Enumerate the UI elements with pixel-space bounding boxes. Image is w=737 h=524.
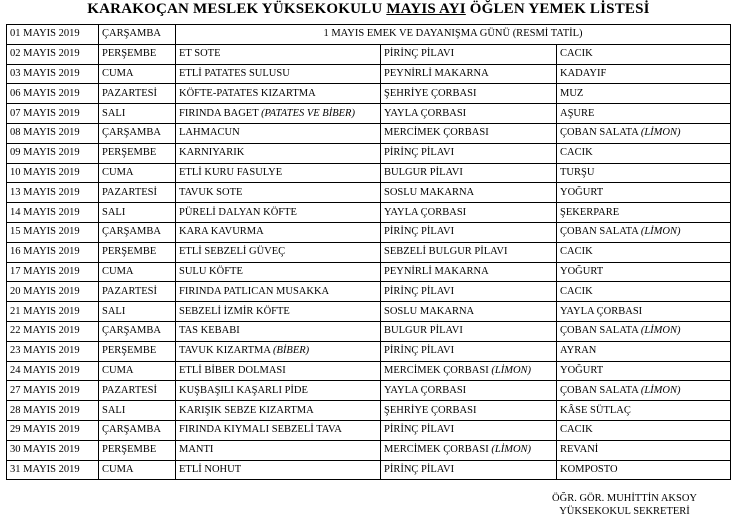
- day-cell: [99, 183, 176, 203]
- date-cell-text: 10 MAYIS 2019: [10, 166, 80, 178]
- extra-cell: [557, 64, 731, 84]
- table-row: [7, 420, 731, 440]
- side-dish-cell: [381, 302, 557, 322]
- day-cell: [99, 64, 176, 84]
- side-dish-cell: [381, 321, 557, 341]
- main-dish-cell-text: MANTI: [179, 444, 214, 456]
- main-dish-cell-text: ETLİ NOHUT: [179, 463, 242, 475]
- date-cell: [7, 123, 99, 143]
- date-cell-text: 17 MAYIS 2019: [10, 265, 80, 277]
- table-row: [7, 341, 731, 361]
- main-dish-cell-note: (PATATES VE BİBER): [261, 107, 355, 119]
- main-dish-cell: [176, 440, 381, 460]
- side-dish-cell: [381, 282, 557, 302]
- extra-cell-note: (LİMON): [640, 127, 681, 139]
- date-cell-text: 22 MAYIS 2019: [10, 325, 80, 337]
- date-cell: [7, 282, 99, 302]
- date-cell-text: 07 MAYIS 2019: [10, 107, 80, 119]
- day-cell: [99, 242, 176, 262]
- date-cell-text: 23 MAYIS 2019: [10, 345, 80, 357]
- extra-cell-text: REVANİ: [560, 444, 599, 456]
- extra-cell-text: KADAYIF: [560, 67, 607, 79]
- date-cell-text: 08 MAYIS 2019: [10, 127, 80, 139]
- side-dish-cell: [381, 123, 557, 143]
- main-dish-cell-text: TAVUK KIZARTMA: [179, 345, 274, 357]
- main-dish-cell: [176, 84, 381, 104]
- side-dish-cell: [381, 420, 557, 440]
- day-cell: [99, 440, 176, 460]
- main-dish-cell-text: ET SOTE: [179, 48, 221, 60]
- date-cell: [7, 242, 99, 262]
- side-dish-cell-note: (LİMON): [491, 364, 532, 376]
- date-cell: [7, 64, 99, 84]
- side-dish-cell: [381, 84, 557, 104]
- side-dish-cell-text: SOSLU MAKARNA: [384, 305, 475, 317]
- date-cell: [7, 321, 99, 341]
- day-cell: [99, 341, 176, 361]
- side-dish-cell-text: SEBZELİ BULGUR PİLAVI: [384, 246, 508, 258]
- side-dish-cell: [381, 341, 557, 361]
- main-dish-cell-text: LAHMACUN: [179, 127, 240, 139]
- side-dish-cell-text: ŞEHRİYE ÇORBASI: [384, 87, 477, 99]
- date-cell: 01 MAYIS 2019: [7, 25, 99, 45]
- day-cell-text: PAZARTESİ: [102, 186, 157, 198]
- extra-cell-text: YAYLA ÇORBASI: [560, 305, 643, 317]
- extra-cell-text: ŞEKERPARE: [560, 206, 620, 218]
- side-dish-cell-note: (LİMON): [491, 444, 532, 456]
- main-dish-cell-text: TAS KEBABI: [179, 325, 240, 337]
- date-cell-text: 28 MAYIS 2019: [10, 404, 80, 416]
- side-dish-cell-text: PİRİNÇ PİLAVI: [384, 424, 455, 436]
- main-dish-cell-note: (BİBER): [273, 345, 310, 357]
- table-row: [7, 104, 731, 124]
- main-dish-cell-text: KÖFTE-PATATES KIZARTMA: [179, 87, 316, 99]
- extra-cell: [557, 222, 731, 242]
- main-dish-cell: [176, 262, 381, 282]
- side-dish-cell: [381, 44, 557, 64]
- side-dish-cell: [381, 64, 557, 84]
- side-dish-cell-text: PİRİNÇ PİLAVI: [384, 147, 455, 159]
- table-row: [7, 203, 731, 223]
- extra-cell: [557, 302, 731, 322]
- table-row: [7, 282, 731, 302]
- extra-cell: [557, 143, 731, 163]
- side-dish-cell-text: YAYLA ÇORBASI: [384, 384, 467, 396]
- day-cell: [99, 143, 176, 163]
- day-cell: [99, 460, 176, 480]
- date-cell: [7, 420, 99, 440]
- date-cell: [7, 183, 99, 203]
- side-dish-cell: [381, 262, 557, 282]
- day-cell: [99, 163, 176, 183]
- holiday-note: 1 MAYIS EMEK VE DAYANIŞMA GÜNÜ (RESMİ TATİL): [176, 25, 731, 45]
- extra-cell: [557, 84, 731, 104]
- main-dish-cell: [176, 341, 381, 361]
- day-cell: [99, 282, 176, 302]
- extra-cell-text: YOĞURT: [560, 186, 604, 198]
- main-dish-cell-text: TAVUK SOTE: [179, 186, 243, 198]
- day-cell: [99, 381, 176, 401]
- table-row: [7, 242, 731, 262]
- side-dish-cell-text: MERCİMEK ÇORBASI: [384, 444, 492, 456]
- main-dish-cell-text: ETLİ KURU FASULYE: [179, 166, 283, 178]
- extra-cell: [557, 242, 731, 262]
- date-cell: [7, 203, 99, 223]
- date-cell: [7, 163, 99, 183]
- extra-cell: [557, 361, 731, 381]
- main-dish-cell: [176, 163, 381, 183]
- table-row: [7, 401, 731, 421]
- extra-cell-text: AYRAN: [560, 345, 597, 357]
- date-cell: [7, 222, 99, 242]
- day-cell-text: PERŞEMBE: [102, 444, 157, 456]
- side-dish-cell-text: PİRİNÇ PİLAVI: [384, 463, 455, 475]
- table-row: [7, 44, 731, 64]
- extra-cell: [557, 203, 731, 223]
- day-cell-text: SALI: [102, 107, 126, 119]
- extra-cell-text: CACIK: [560, 285, 593, 297]
- extra-cell-note: (LİMON): [640, 325, 681, 337]
- extra-cell: [557, 262, 731, 282]
- extra-cell: [557, 321, 731, 341]
- day-cell-text: ÇARŞAMBA: [102, 424, 161, 436]
- day-cell: [99, 361, 176, 381]
- side-dish-cell: [381, 381, 557, 401]
- day-cell-text: ÇARŞAMBA: [102, 325, 161, 337]
- main-dish-cell-text: KUŞBAŞILI KAŞARLI PİDE: [179, 384, 308, 396]
- table-row: [7, 163, 731, 183]
- extra-cell: [557, 381, 731, 401]
- table-row: [7, 84, 731, 104]
- date-cell: [7, 381, 99, 401]
- side-dish-cell-text: PİRİNÇ PİLAVI: [384, 345, 455, 357]
- extra-cell-text: YOĞURT: [560, 364, 604, 376]
- day-cell: [99, 84, 176, 104]
- date-cell: [7, 104, 99, 124]
- main-dish-cell-text: FIRINDA BAGET: [179, 107, 262, 119]
- extra-cell: [557, 183, 731, 203]
- date-cell-text: 16 MAYIS 2019: [10, 246, 80, 258]
- extra-cell-text: CACIK: [560, 147, 593, 159]
- side-dish-cell: [381, 163, 557, 183]
- date-cell-text: 20 MAYIS 2019: [10, 285, 80, 297]
- main-dish-cell: [176, 321, 381, 341]
- date-cell-text: 13 MAYIS 2019: [10, 186, 80, 198]
- day-cell: [99, 123, 176, 143]
- main-dish-cell: [176, 282, 381, 302]
- extra-cell-text: ÇOBAN SALATA: [560, 325, 641, 337]
- extra-cell-text: KOMPOSTO: [560, 463, 618, 475]
- main-dish-cell-text: FIRINDA PATLICAN MUSAKKA: [179, 285, 330, 297]
- main-dish-cell-text: FIRINDA KIYMALI SEBZELİ TAVA: [179, 424, 342, 436]
- date-cell-text: 06 MAYIS 2019: [10, 87, 80, 99]
- signature-name: ÖĞR. GÖR. MUHİTTİN AKSOY: [552, 493, 697, 504]
- day-cell-text: CUMA: [102, 166, 134, 178]
- extra-cell-text: KÂSE SÜTLAÇ: [560, 404, 631, 416]
- date-cell: [7, 341, 99, 361]
- extra-cell: [557, 104, 731, 124]
- date-cell: [7, 401, 99, 421]
- table-row: [7, 183, 731, 203]
- extra-cell-note: (LİMON): [640, 226, 681, 238]
- extra-cell: [557, 163, 731, 183]
- side-dish-cell-text: PİRİNÇ PİLAVI: [384, 48, 455, 60]
- table-row-holiday: [7, 25, 731, 45]
- table-row: [7, 440, 731, 460]
- table-row: [7, 361, 731, 381]
- extra-cell-text: TURŞU: [560, 166, 595, 178]
- day-cell-text: PERŞEMBE: [102, 147, 157, 159]
- extra-cell: [557, 440, 731, 460]
- date-cell-text: 27 MAYIS 2019: [10, 384, 80, 396]
- date-cell: [7, 143, 99, 163]
- date-cell-text: 29 MAYIS 2019: [10, 424, 80, 436]
- day-cell: [99, 401, 176, 421]
- day-cell: [99, 302, 176, 322]
- side-dish-cell: [381, 203, 557, 223]
- day-cell-text: CUMA: [102, 364, 134, 376]
- date-cell-text: 14 MAYIS 2019: [10, 206, 80, 218]
- date-cell: [7, 262, 99, 282]
- main-dish-cell-text: PÜRELİ DALYAN KÖFTE: [179, 206, 297, 218]
- side-dish-cell-text: YAYLA ÇORBASI: [384, 107, 467, 119]
- date-cell-text: 30 MAYIS 2019: [10, 444, 80, 456]
- main-dish-cell: [176, 143, 381, 163]
- title-suffix: ÖĞLEN YEMEK LİSTESİ: [465, 1, 650, 17]
- table-row: [7, 321, 731, 341]
- main-dish-cell-text: KARIŞIK SEBZE KIZARTMA: [179, 404, 314, 416]
- date-cell: [7, 361, 99, 381]
- main-dish-cell: [176, 381, 381, 401]
- table-row: [7, 302, 731, 322]
- table-row: [7, 64, 731, 84]
- side-dish-cell: [381, 460, 557, 480]
- table-row: [7, 262, 731, 282]
- side-dish-cell: [381, 440, 557, 460]
- table-row: [7, 222, 731, 242]
- page-title: [0, 1, 737, 18]
- main-dish-cell-text: KARA KAVURMA: [179, 226, 264, 238]
- date-cell: [7, 302, 99, 322]
- side-dish-cell: [381, 104, 557, 124]
- side-dish-cell: [381, 222, 557, 242]
- side-dish-cell-text: SOSLU MAKARNA: [384, 186, 475, 198]
- date-cell-text: 09 MAYIS 2019: [10, 147, 80, 159]
- side-dish-cell: [381, 143, 557, 163]
- side-dish-cell-text: ŞEHRİYE ÇORBASI: [384, 404, 477, 416]
- main-dish-cell: [176, 460, 381, 480]
- side-dish-cell-text: PEYNİRLİ MAKARNA: [384, 265, 489, 277]
- main-dish-cell: [176, 203, 381, 223]
- extra-cell: [557, 44, 731, 64]
- extra-cell-text: CACIK: [560, 424, 593, 436]
- signature-block: [552, 492, 697, 518]
- day-cell-text: ÇARŞAMBA: [102, 226, 161, 238]
- side-dish-cell: [381, 401, 557, 421]
- side-dish-cell-text: BULGUR PİLAVI: [384, 325, 463, 337]
- day-cell-text: PAZARTESİ: [102, 384, 157, 396]
- date-cell: [7, 460, 99, 480]
- side-dish-cell: [381, 242, 557, 262]
- main-dish-cell: [176, 64, 381, 84]
- day-cell-text: PERŞEMBE: [102, 48, 157, 60]
- date-cell: [7, 44, 99, 64]
- day-cell-text: PAZARTESİ: [102, 285, 157, 297]
- main-dish-cell: [176, 123, 381, 143]
- extra-cell-text: CACIK: [560, 48, 593, 60]
- day-cell-text: ÇARŞAMBA: [102, 127, 161, 139]
- main-dish-cell: [176, 361, 381, 381]
- extra-cell: [557, 401, 731, 421]
- extra-cell: [557, 341, 731, 361]
- day-cell-text: PERŞEMBE: [102, 345, 157, 357]
- table-row: [7, 123, 731, 143]
- extra-cell-text: CACIK: [560, 246, 593, 258]
- day-cell-text: PAZARTESİ: [102, 87, 157, 99]
- day-cell-text: SALI: [102, 206, 126, 218]
- extra-cell-text: ÇOBAN SALATA: [560, 226, 641, 238]
- day-cell-text: CUMA: [102, 67, 134, 79]
- date-cell-text: 15 MAYIS 2019: [10, 226, 80, 238]
- extra-cell: [557, 460, 731, 480]
- extra-cell: [557, 123, 731, 143]
- side-dish-cell-text: YAYLA ÇORBASI: [384, 206, 467, 218]
- date-cell-text: 03 MAYIS 2019: [10, 67, 80, 79]
- extra-cell-text: MUZ: [560, 87, 584, 99]
- date-cell-text: 31 MAYIS 2019: [10, 463, 80, 475]
- main-dish-cell-text: ETLİ BİBER DOLMASI: [179, 364, 286, 376]
- main-dish-cell: [176, 401, 381, 421]
- main-dish-cell-text: SEBZELİ İZMİR KÖFTE: [179, 305, 290, 317]
- side-dish-cell-text: MERCİMEK ÇORBASI: [384, 364, 492, 376]
- main-dish-cell-text: SULU KÖFTE: [179, 265, 243, 277]
- table-row: [7, 460, 731, 480]
- date-cell-text: 02 MAYIS 2019: [10, 48, 80, 60]
- day-cell: [99, 222, 176, 242]
- date-cell-text: 21 MAYIS 2019: [10, 305, 80, 317]
- main-dish-cell: [176, 222, 381, 242]
- day-cell: [99, 321, 176, 341]
- extra-cell-text: YOĞURT: [560, 265, 604, 277]
- day-cell-text: SALI: [102, 404, 126, 416]
- side-dish-cell: [381, 183, 557, 203]
- main-dish-cell: [176, 104, 381, 124]
- main-dish-cell: [176, 242, 381, 262]
- date-cell: [7, 440, 99, 460]
- extra-cell-text: ÇOBAN SALATA: [560, 384, 641, 396]
- main-dish-cell-text: ETLİ SEBZELİ GÜVEÇ: [179, 246, 286, 258]
- main-dish-cell: [176, 44, 381, 64]
- main-dish-cell-text: KARNIYARIK: [179, 147, 245, 159]
- side-dish-cell-text: PİRİNÇ PİLAVI: [384, 226, 455, 238]
- day-cell-text: PERŞEMBE: [102, 246, 157, 258]
- side-dish-cell-text: PEYNİRLİ MAKARNA: [384, 67, 489, 79]
- main-dish-cell: [176, 302, 381, 322]
- extra-cell-text: AŞURE: [560, 107, 595, 119]
- title-prefix: KARAKOÇAN MESLEK YÜKSEKOKULU: [87, 1, 387, 17]
- day-cell-text: CUMA: [102, 463, 134, 475]
- title-month: MAYIS AYI: [386, 1, 466, 17]
- extra-cell-note: (LİMON): [640, 384, 681, 396]
- extra-cell-text: ÇOBAN SALATA: [560, 127, 641, 139]
- date-cell: [7, 84, 99, 104]
- signature-role: YÜKSEKOKUL SEKRETERİ: [559, 506, 690, 517]
- side-dish-cell-text: BULGUR PİLAVI: [384, 166, 463, 178]
- date-cell-text: 24 MAYIS 2019: [10, 364, 80, 376]
- day-cell: [99, 44, 176, 64]
- day-cell: [99, 262, 176, 282]
- day-cell: [99, 203, 176, 223]
- day-cell-text: SALI: [102, 305, 126, 317]
- main-dish-cell: [176, 183, 381, 203]
- extra-cell: [557, 420, 731, 440]
- main-dish-cell: [176, 420, 381, 440]
- menu-table: [6, 24, 731, 480]
- day-cell: ÇARŞAMBA: [99, 25, 176, 45]
- side-dish-cell-text: PİRİNÇ PİLAVI: [384, 285, 455, 297]
- extra-cell: [557, 282, 731, 302]
- main-dish-cell-text: ETLİ PATATES SULUSU: [179, 67, 290, 79]
- side-dish-cell-text: MERCİMEK ÇORBASI: [384, 127, 489, 139]
- day-cell-text: CUMA: [102, 265, 134, 277]
- table-row: [7, 381, 731, 401]
- day-cell: [99, 420, 176, 440]
- day-cell: [99, 104, 176, 124]
- table-row: [7, 143, 731, 163]
- side-dish-cell: [381, 361, 557, 381]
